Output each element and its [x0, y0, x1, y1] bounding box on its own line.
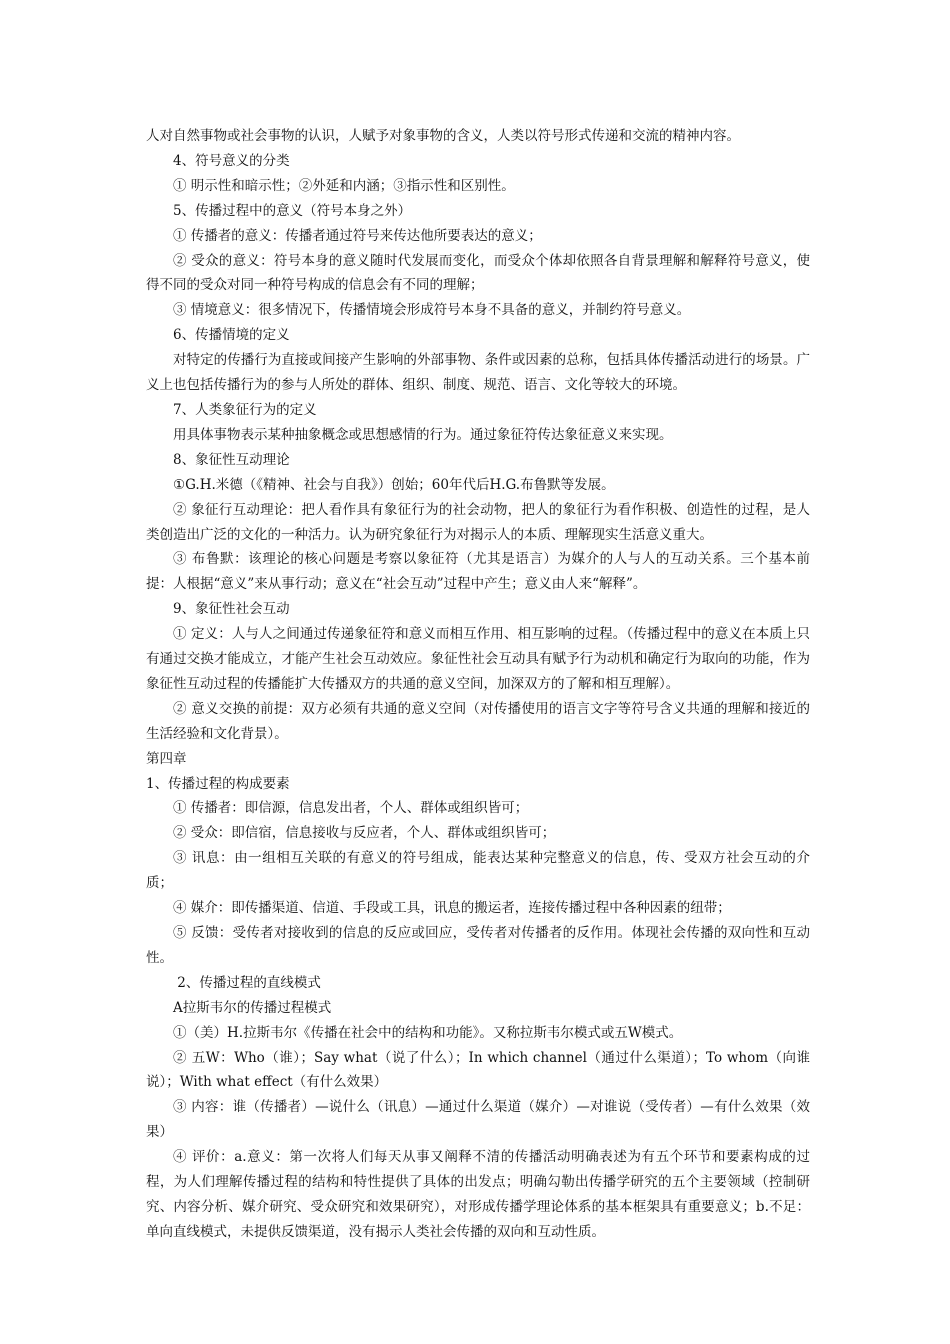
- paragraph-audience-meaning: ② 受众的意义：符号本身的意义随时代发展而变化，而受众个体却依照各自背景理解和解释符号意义，使得不同的受众对同一种符号构成的信息会有不同的理解；: [146, 252, 810, 294]
- list-item-feedback: ⑤ 反馈：受传者对接收到的信息的反应或回应，受传者对传播者的反作用。体现社会传播的双向性和互动性。: [146, 925, 810, 966]
- heading-symbolic-interaction-theory: 8、象征性互动理论: [173, 451, 290, 468]
- heading-context-definition: 6、传播情境的定义: [173, 327, 290, 344]
- paragraph-mead-origin: ①G.H.米德（《精神、社会与自我》）创始；60年代后H.G.布鲁默等发展。: [173, 476, 615, 493]
- heading-symbolic-social-interaction: 9、象征性社会互动: [173, 601, 290, 618]
- list-item-message: ③ 讯息：由一组相互关联的有意义的符号组成，能表达某种完整意义的信息，传、受双方社会互动的介质；: [146, 850, 810, 892]
- paragraph-interaction-definition: ① 定义：人与人之间通过传递象征符和意义而相互作用、相互影响的过程。（传播过程中的意义在本质上只有通过交换才能成立，才能产生社会互动效应。象征性社会互动具有赋予行为动机和确定行为取向的功能，作为象征性互动过程的传播能扩大传播双方的共通的意义空间，加深双方的了解和相互理解）。: [146, 626, 810, 692]
- heading-symbolic-behavior: 7、人类象征行为的定义: [173, 401, 317, 418]
- paragraph-lasswell-evaluation: ④ 评价：a.意义：第一次将人们每天从事又阐释不清的传播活动明确表述为有五个环节和要素构成的过程，为人们理解传播过程的结构和特性提供了具体的出发点；明确勾勒出传播学研究的五个主要领域（控制研究、内容分析、媒介研究、受众研究和效果研究），对形成传播学理论体系的基本框架具有重要意义；b.不足：单向直线模式，未提供反馈渠道，没有揭示人类社会传播的双向和互动性质。: [146, 1149, 810, 1240]
- paragraph-symbolic-behavior: 用具体事物表示某种抽象概念或思想感情的行为。通过象征符传达象征意义来实现。: [173, 426, 673, 443]
- paragraph-symbol-meaning-definition: 人对自然事物或社会事物的认识，人赋予对象事物的含义，人类以符号形式传递和交流的精神内容。: [146, 128, 740, 144]
- heading-lasswell-model: A拉斯韦尔的传播过程模式: [173, 999, 332, 1016]
- list-item-communicator: ① 传播者：即信源，信息发出者，个人、群体或组织皆可；: [173, 800, 529, 817]
- heading-process-elements: 1、传播过程的构成要素: [146, 775, 290, 792]
- heading-linear-model: 2、传播过程的直线模式: [173, 974, 321, 991]
- heading-meaning-in-process: 5、传播过程中的意义（符号本身之外）: [173, 202, 412, 219]
- paragraph-five-w: ② 五W：Who（谁）；Say what（说了什么）；In which channel（通过什么渠道）；To whom（向谁说）；With what effect（有什么效果）: [146, 1049, 810, 1091]
- paragraph-blumer: ③ 布鲁默：该理论的核心问题是考察以象征符（尤其是语言）为媒介的人与人的互动关系。三个基本前提：人根据“意义”来从事行动；意义在“社会互动”过程中产生；意义由人来“解释”。: [146, 551, 810, 593]
- list-item-medium: ④ 媒介：即传播渠道、信道、手段或工具，讯息的搬运者，连接传播过程中各种因素的纽带；: [173, 900, 731, 917]
- paragraph-communicator-meaning: ① 传播者的意义：传播者通过符号来传达他所要表达的意义；: [173, 227, 542, 244]
- paragraph-symbolic-interaction-theory: ② 象征行互动理论：把人看作具有象征行为的社会动物，把人的象征行为看作积极、创造性的过程，是人类创造出广泛的文化的一种活力。认为研究象征行为对揭示人的本质、理解现实生活意义重大。: [146, 501, 810, 543]
- paragraph-context-meaning: ③ 情境意义：很多情况下，传播情境会形成符号本身不具备的意义，并制约符号意义。: [173, 302, 691, 319]
- paragraph-context-definition: 对特定的传播行为直接或间接产生影响的外部事物、条件或因素的总称，包括具体传播活动进行的场景。广义上也包括传播行为的参与人所处的群体、组织、制度、规范、语言、文化等较大的环境。: [146, 352, 810, 394]
- paragraph-lasswell-content: ③ 内容：谁（传播者）—说什么（讯息）—通过什么渠道（媒介）—对谁说（受传者）—有什么效果（效果）: [146, 1099, 810, 1141]
- document-page: [146, 124, 810, 1245]
- paragraph-classification-list: ① 明示性和暗示性；②外延和内涵；③指示性和区别性。: [173, 177, 515, 194]
- heading-symbol-meaning-classification: 4、符号意义的分类: [173, 152, 290, 169]
- chapter-heading: 第四章: [146, 750, 187, 767]
- list-item-audience: ② 受众：即信宿，信息接收与反应者，个人、群体或组织皆可；: [173, 825, 556, 842]
- paragraph-meaning-exchange-premise: ② 意义交换的前提：双方必须有共通的意义空间（对传播使用的语言文字等符号含义共通的理解和接近的生活经验和文化背景）。: [146, 700, 810, 742]
- paragraph-lasswell-source: ①（美）H.拉斯韦尔《传播在社会中的结构和功能》。又称拉斯韦尔模式或五W模式。: [173, 1024, 683, 1041]
